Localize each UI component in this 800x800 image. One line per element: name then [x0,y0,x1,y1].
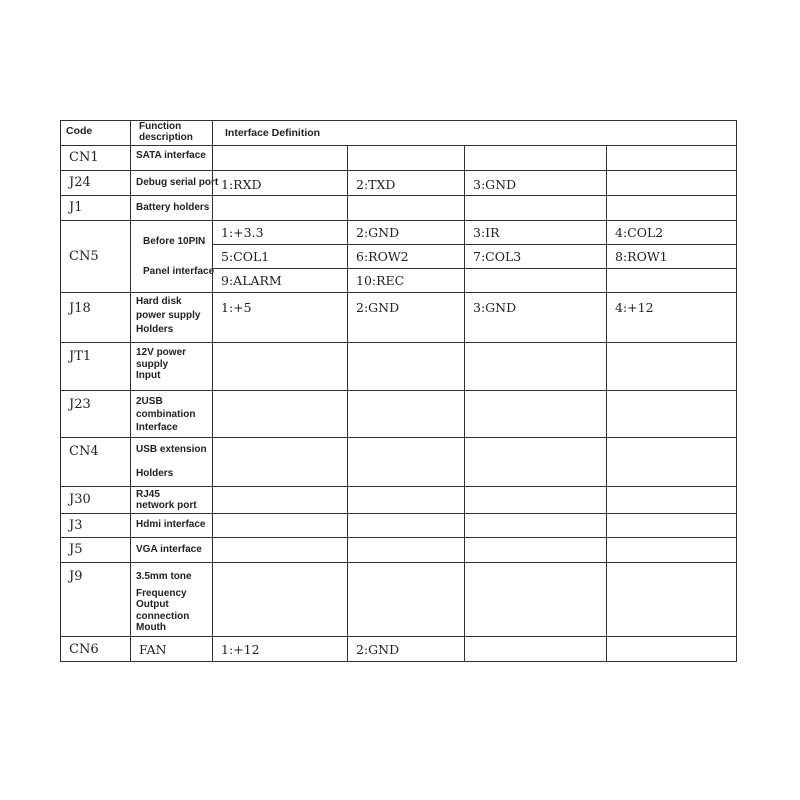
pin-cell: 5:COL1 [213,245,348,269]
row-function-line2: Frequency [136,587,187,599]
table-row [61,391,737,438]
pin-cell: 7:COL3 [465,245,607,269]
interface-definition-table [60,120,737,662]
row-function-line1: Hard disk [136,296,182,307]
header-function-line2: description [139,132,193,143]
table-row [61,637,737,662]
row-function-line1: RJ45 [136,489,160,500]
pin-cell: 6:ROW2 [348,245,465,269]
table-row [61,487,737,514]
pin-cell [607,146,737,171]
table-row [61,563,737,637]
row-function-line3: Interface [136,422,178,433]
pin-cell [465,196,607,221]
table-row [61,514,737,538]
row-function-line2: combination [136,409,196,420]
header-interface [213,121,737,146]
row-code: JT1 [61,343,131,391]
row-function-line2: Holders [136,468,174,479]
pin-cell [348,391,465,438]
pin-cell [465,438,607,487]
row-function-line2: supply [136,358,169,370]
row-function: VGA interface [131,538,213,563]
pin-cell [213,487,348,514]
row-function-line3: Holders [136,324,174,335]
table-row [61,438,737,487]
table-row [61,196,737,221]
row-code: J1 [61,196,131,221]
row-function [131,438,213,487]
row-function-line5: Mouth [136,622,166,633]
row-code: J18 [61,293,131,343]
table-row [61,538,737,563]
row-function-line4: connection [136,610,190,622]
row-function [131,391,213,438]
pin-cell [465,637,607,662]
row-function [131,487,213,514]
row-function-line3: Output [136,599,169,610]
pin-cell: 3:IR [465,221,607,245]
pin-cell [607,637,737,662]
pin-cell [465,391,607,438]
table-row [61,171,737,196]
row-function-line2: network port [136,500,197,511]
row-function-line1: 3.5mm tone [136,571,192,582]
row-function-line1: Before 10PIN [143,235,206,247]
pin-cell [213,196,348,221]
row-function-line1: 12V power [136,347,187,358]
pin-cell [465,514,607,538]
row-function-line1: USB extension [136,444,207,455]
row-code: J9 [61,563,131,637]
pin-cell [348,196,465,221]
pin-cell [213,438,348,487]
pin-cell: 9:ALARM [213,269,348,293]
pin-cell [607,438,737,487]
pin-cell [348,538,465,563]
row-code: J23 [61,391,131,438]
pin-cell [607,391,737,438]
pin-cell [465,269,607,293]
header-interface-text: Interface Definition [225,127,321,139]
pin-cell [465,487,607,514]
row-function: SATA interface [131,146,213,171]
row-code: J3 [61,514,131,538]
row-function: FAN [131,637,213,662]
row-code: J30 [61,487,131,514]
row-function [131,221,213,293]
interface-table-container [60,120,736,662]
pin-cell [213,146,348,171]
row-function [131,343,213,391]
pin-cell: 1:+5 [213,293,348,343]
pin-cell [607,563,737,637]
pin-cell: 4:+12 [607,293,737,343]
table-row [61,221,737,245]
pin-cell [213,514,348,538]
row-code: CN6 [61,637,131,662]
header-function-line1: Function [139,121,182,132]
pin-cell [607,196,737,221]
pin-cell [348,487,465,514]
row-function [131,293,213,343]
pin-cell: 10:REC [348,269,465,293]
pin-cell: 1:+12 [213,637,348,662]
pin-cell: 1:RXD [213,171,348,196]
pin-cell: 2:GND [348,221,465,245]
pin-cell: 2:GND [348,637,465,662]
pin-cell [607,343,737,391]
row-function-line1: 2USB [136,396,163,407]
pin-cell [348,438,465,487]
row-code: CN4 [61,438,131,487]
pin-cell: 8:ROW1 [607,245,737,269]
pin-cell [607,538,737,563]
pin-cell: 3:GND [465,293,607,343]
pin-cell: 2:TXD [348,171,465,196]
table-row [61,146,737,171]
pin-cell [348,563,465,637]
pin-cell [465,563,607,637]
pin-cell [607,269,737,293]
pin-cell [607,514,737,538]
row-function-line3: Input [136,370,161,381]
pin-cell [348,514,465,538]
row-function: Hdmi interface [131,514,213,538]
row-code: CN1 [61,146,131,171]
header-code-text: Code [66,125,93,137]
pin-cell: 3:GND [465,171,607,196]
row-code: CN5 [61,221,131,293]
table-row [61,343,737,391]
row-function: Battery holders [131,196,213,221]
table-row [61,293,737,343]
pin-cell [465,146,607,171]
row-function: Debug serial port [131,171,213,196]
pin-cell [348,343,465,391]
pin-cell [607,487,737,514]
row-code: J24 [61,171,131,196]
row-function [131,563,213,637]
header-function [131,121,213,146]
pin-cell [348,146,465,171]
pin-cell [213,538,348,563]
pin-cell: 4:COL2 [607,221,737,245]
row-function-line2: Panel interface [143,265,215,277]
pin-cell: 1:+3.3 [213,221,348,245]
pin-cell [465,538,607,563]
header-code [61,121,131,146]
pin-cell: 2:GND [348,293,465,343]
pin-cell [607,171,737,196]
pin-cell [213,391,348,438]
row-function-line2: power supply [136,310,201,321]
pin-cell [465,343,607,391]
pin-cell [213,343,348,391]
pin-cell [213,563,348,637]
table-header-row [61,121,737,146]
row-code: J5 [61,538,131,563]
